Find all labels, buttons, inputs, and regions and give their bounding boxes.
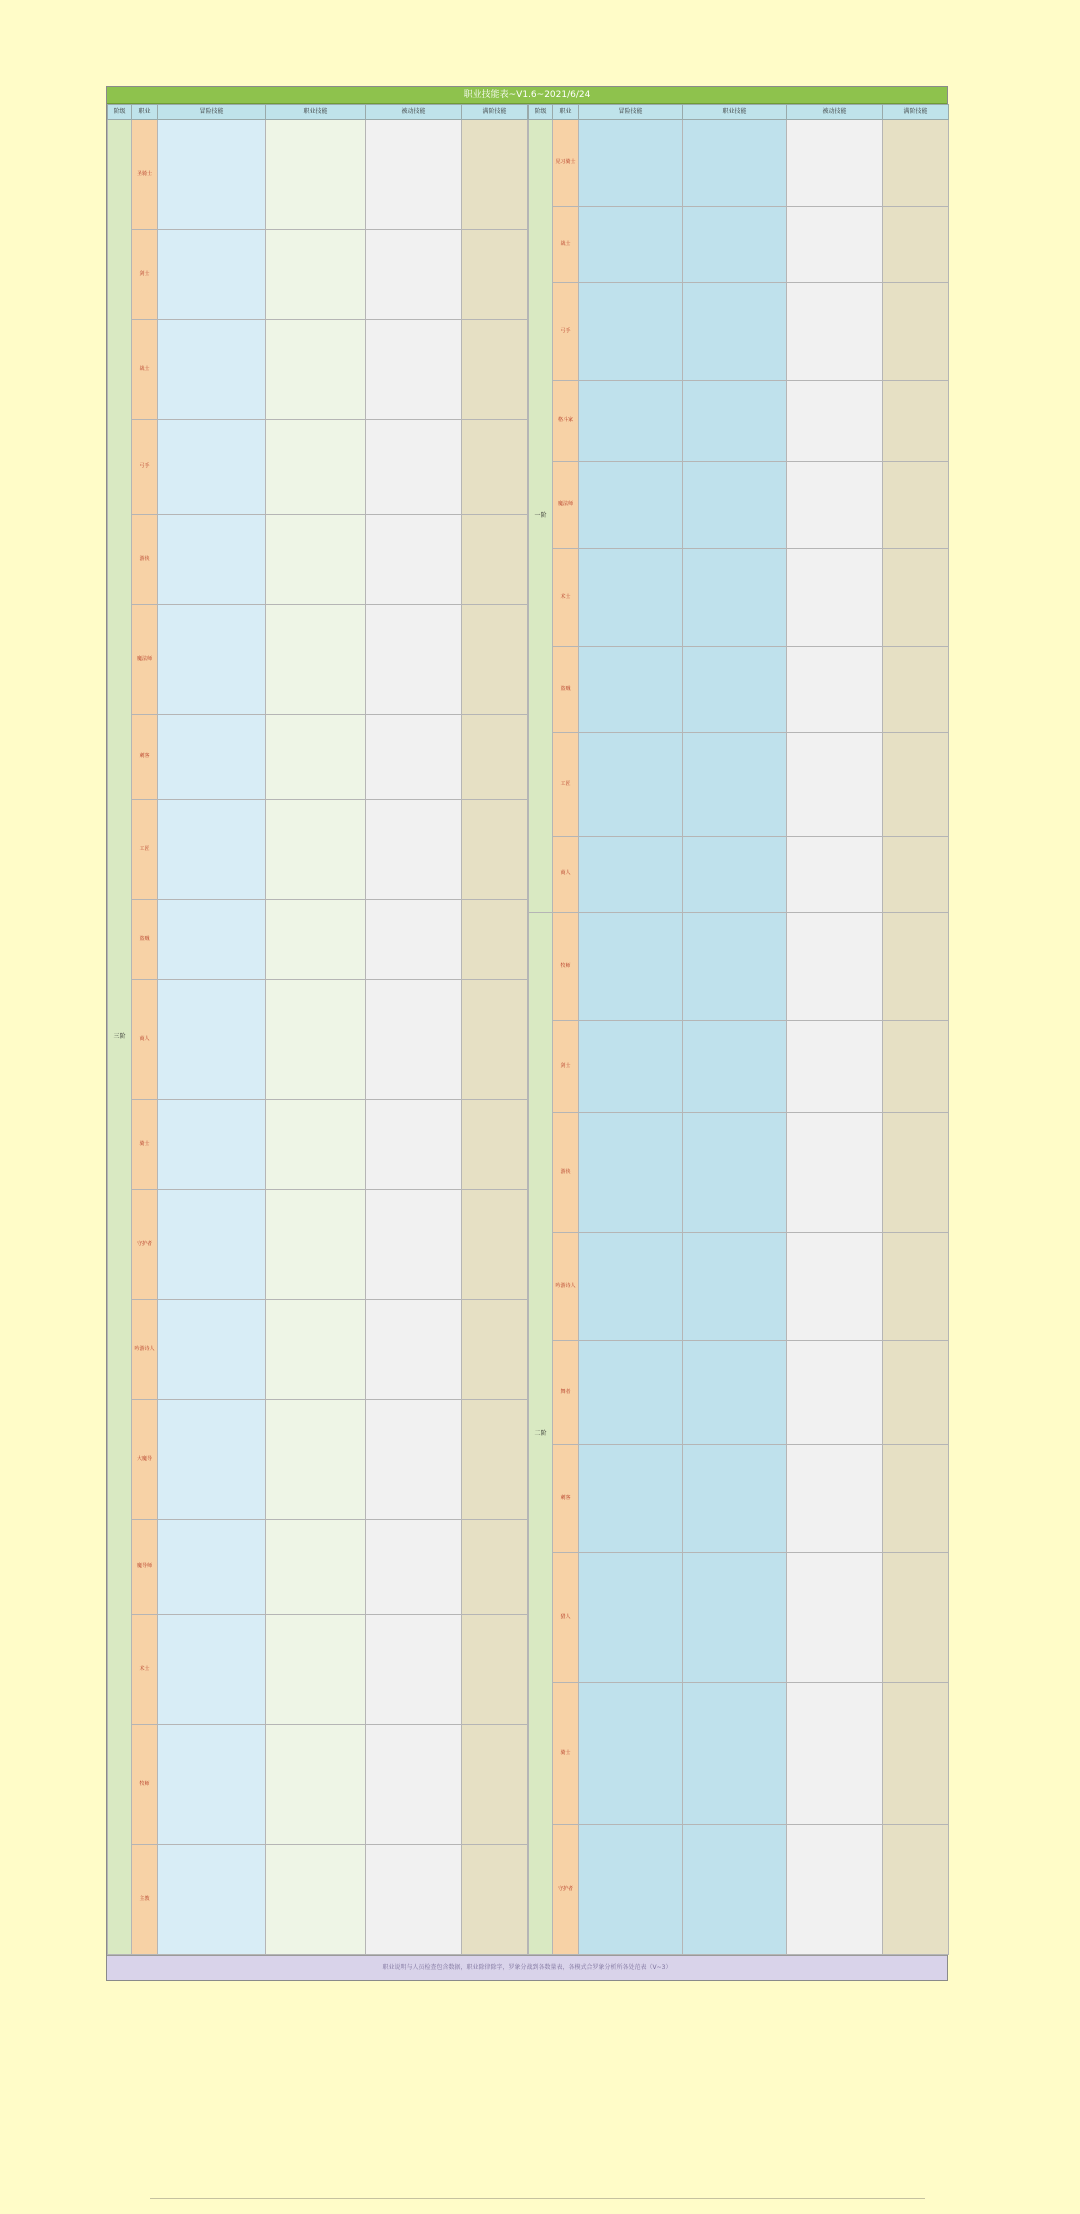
profession-cell: 魔法师	[132, 605, 158, 715]
passive-skill-cell	[787, 646, 883, 733]
max-skill-cell	[462, 1845, 528, 1955]
table-row	[529, 282, 949, 380]
profession-cell: 守护者	[132, 1190, 158, 1300]
job-skill-cell	[266, 800, 366, 900]
column-header: 阶级	[108, 105, 132, 120]
table-row	[529, 1553, 949, 1683]
table-row	[529, 1232, 949, 1341]
profession-cell: 猎人	[553, 1553, 579, 1683]
max-skill-cell	[883, 120, 949, 207]
adventure-skill-cell	[158, 1725, 266, 1845]
column-header: 冒险技能	[158, 105, 266, 120]
passive-skill-cell	[366, 1100, 462, 1190]
sheet-title: 职业技能表~V1.6~2021/6/24	[107, 87, 947, 104]
max-skill-cell	[883, 462, 949, 549]
table-row	[529, 1444, 949, 1553]
max-skill-cell	[883, 206, 949, 282]
table-row	[108, 1100, 528, 1190]
profession-cell: 骑士	[553, 1683, 579, 1824]
table-row	[108, 1725, 528, 1845]
job-skill-cell	[266, 420, 366, 515]
table-row	[529, 1341, 949, 1444]
adventure-skill-cell	[579, 646, 683, 733]
table-row	[108, 1300, 528, 1400]
profession-cell: 商人	[553, 836, 579, 912]
adventure-skill-cell	[579, 380, 683, 461]
table-row	[529, 1683, 949, 1824]
passive-skill-cell	[787, 120, 883, 207]
job-skill-cell	[683, 1683, 787, 1824]
profession-cell: 舞者	[553, 1341, 579, 1444]
profession-cell: 圣骑士	[132, 120, 158, 230]
adventure-skill-cell	[158, 900, 266, 980]
passive-skill-cell	[366, 1845, 462, 1955]
class-cell: 三阶	[108, 120, 132, 1955]
passive-skill-cell	[366, 1615, 462, 1725]
adventure-skill-cell	[579, 282, 683, 380]
passive-skill-cell	[787, 836, 883, 912]
passive-skill-cell	[787, 380, 883, 461]
profession-cell: 商人	[132, 980, 158, 1100]
adventure-skill-cell	[579, 912, 683, 1021]
profession-cell: 盗贼	[132, 900, 158, 980]
right-table	[528, 104, 949, 1955]
profession-cell: 魔导师	[132, 1520, 158, 1615]
column-header: 职业技能	[266, 105, 366, 120]
table-row	[529, 206, 949, 282]
table-row	[108, 1520, 528, 1615]
profession-cell: 工匠	[553, 733, 579, 836]
profession-cell: 牧师	[553, 912, 579, 1021]
table-row	[108, 605, 528, 715]
profession-cell: 战士	[553, 206, 579, 282]
max-skill-cell	[883, 1553, 949, 1683]
adventure-skill-cell	[579, 1824, 683, 1954]
adventure-skill-cell	[579, 120, 683, 207]
adventure-skill-cell	[579, 836, 683, 912]
passive-skill-cell	[787, 548, 883, 646]
passive-skill-cell	[366, 1725, 462, 1845]
profession-cell: 弓手	[553, 282, 579, 380]
passive-skill-cell	[787, 206, 883, 282]
adventure-skill-cell	[158, 320, 266, 420]
job-skill-cell	[266, 605, 366, 715]
table-row	[529, 1113, 949, 1232]
passive-skill-cell	[366, 120, 462, 230]
adventure-skill-cell	[158, 715, 266, 800]
max-skill-cell	[462, 515, 528, 605]
sheet-body	[107, 104, 947, 1955]
job-skill-cell	[683, 1113, 787, 1232]
adventure-skill-cell	[579, 1444, 683, 1553]
max-skill-cell	[883, 836, 949, 912]
table-row	[108, 800, 528, 900]
table-row	[529, 733, 949, 836]
table-row	[108, 715, 528, 800]
passive-skill-cell	[787, 1021, 883, 1113]
max-skill-cell	[883, 1341, 949, 1444]
profession-cell: 守护者	[553, 1824, 579, 1954]
job-skill-cell	[266, 980, 366, 1100]
job-skill-cell	[266, 1845, 366, 1955]
left-table	[107, 104, 528, 1955]
adventure-skill-cell	[158, 515, 266, 605]
passive-skill-cell	[787, 1341, 883, 1444]
profession-cell: 战士	[132, 320, 158, 420]
adventure-skill-cell	[579, 1021, 683, 1113]
max-skill-cell	[883, 646, 949, 733]
table-row	[529, 1824, 949, 1954]
max-skill-cell	[883, 548, 949, 646]
job-skill-cell	[683, 733, 787, 836]
column-header: 被动技能	[366, 105, 462, 120]
job-skill-cell	[266, 515, 366, 605]
column-header: 被动技能	[787, 105, 883, 120]
profession-cell: 术士	[132, 1615, 158, 1725]
job-skill-cell	[683, 1021, 787, 1113]
passive-skill-cell	[366, 900, 462, 980]
job-skill-cell	[683, 1444, 787, 1553]
max-skill-cell	[883, 282, 949, 380]
max-skill-cell	[462, 900, 528, 980]
passive-skill-cell	[366, 1300, 462, 1400]
adventure-skill-cell	[158, 1845, 266, 1955]
job-skill-cell	[683, 462, 787, 549]
passive-skill-cell	[366, 605, 462, 715]
passive-skill-cell	[366, 1190, 462, 1300]
table-row	[108, 1615, 528, 1725]
passive-skill-cell	[366, 420, 462, 515]
job-skill-cell	[683, 1232, 787, 1341]
class-cell: 一阶	[529, 120, 553, 913]
passive-skill-cell	[366, 715, 462, 800]
adventure-skill-cell	[579, 206, 683, 282]
profession-cell: 剑士	[553, 1021, 579, 1113]
max-skill-cell	[462, 980, 528, 1100]
passive-skill-cell	[787, 1683, 883, 1824]
table-row	[529, 380, 949, 461]
table-row	[108, 900, 528, 980]
passive-skill-cell	[787, 282, 883, 380]
profession-cell: 工匠	[132, 800, 158, 900]
max-skill-cell	[462, 1100, 528, 1190]
max-skill-cell	[883, 1232, 949, 1341]
max-skill-cell	[883, 1113, 949, 1232]
profession-cell: 刺客	[553, 1444, 579, 1553]
divider-line	[150, 2198, 925, 2199]
adventure-skill-cell	[158, 1100, 266, 1190]
profession-cell: 牧师	[132, 1725, 158, 1845]
profession-cell: 大魔导	[132, 1400, 158, 1520]
column-header: 职业	[553, 105, 579, 120]
max-skill-cell	[883, 380, 949, 461]
table-row	[108, 980, 528, 1100]
table-row	[108, 1190, 528, 1300]
column-header: 满阶技能	[462, 105, 528, 120]
adventure-skill-cell	[579, 462, 683, 549]
passive-skill-cell	[787, 1824, 883, 1954]
job-skill-cell	[266, 1400, 366, 1520]
adventure-skill-cell	[158, 1400, 266, 1520]
profession-cell: 吟游诗人	[132, 1300, 158, 1400]
column-header: 职业技能	[683, 105, 787, 120]
table-row	[529, 462, 949, 549]
adventure-skill-cell	[158, 120, 266, 230]
profession-cell: 剑士	[132, 230, 158, 320]
job-skill-cell	[266, 1725, 366, 1845]
job-skill-cell	[683, 912, 787, 1021]
passive-skill-cell	[787, 1232, 883, 1341]
passive-skill-cell	[787, 912, 883, 1021]
job-skill-cell	[683, 120, 787, 207]
max-skill-cell	[462, 320, 528, 420]
adventure-skill-cell	[158, 230, 266, 320]
max-skill-cell	[462, 420, 528, 515]
max-skill-cell	[462, 1190, 528, 1300]
adventure-skill-cell	[579, 1113, 683, 1232]
adventure-skill-cell	[158, 1300, 266, 1400]
job-skill-cell	[266, 1100, 366, 1190]
profession-cell: 魔法师	[553, 462, 579, 549]
column-header: 阶级	[529, 105, 553, 120]
max-skill-cell	[462, 230, 528, 320]
passive-skill-cell	[366, 320, 462, 420]
profession-cell: 主教	[132, 1845, 158, 1955]
adventure-skill-cell	[579, 1553, 683, 1683]
adventure-skill-cell	[579, 1232, 683, 1341]
profession-cell: 见习骑士	[553, 120, 579, 207]
profession-cell: 游侠	[553, 1113, 579, 1232]
max-skill-cell	[883, 1444, 949, 1553]
table-row	[529, 120, 949, 207]
job-skill-cell	[266, 715, 366, 800]
adventure-skill-cell	[579, 733, 683, 836]
profession-cell: 格斗家	[553, 380, 579, 461]
profession-cell: 吟游诗人	[553, 1232, 579, 1341]
passive-skill-cell	[787, 733, 883, 836]
passive-skill-cell	[366, 1520, 462, 1615]
max-skill-cell	[462, 120, 528, 230]
job-skill-cell	[266, 1190, 366, 1300]
max-skill-cell	[462, 1615, 528, 1725]
job-skill-cell	[683, 836, 787, 912]
table-row	[108, 230, 528, 320]
table-row	[529, 548, 949, 646]
max-skill-cell	[462, 1300, 528, 1400]
table-row	[108, 1400, 528, 1520]
table-row	[108, 515, 528, 605]
table-row	[529, 646, 949, 733]
passive-skill-cell	[366, 800, 462, 900]
job-skill-cell	[266, 1615, 366, 1725]
max-skill-cell	[462, 605, 528, 715]
adventure-skill-cell	[158, 420, 266, 515]
adventure-skill-cell	[158, 1190, 266, 1300]
adventure-skill-cell	[579, 1683, 683, 1824]
adventure-skill-cell	[158, 1615, 266, 1725]
max-skill-cell	[883, 1021, 949, 1113]
job-skill-cell	[266, 1300, 366, 1400]
table-row	[529, 912, 949, 1021]
job-skill-cell	[683, 1341, 787, 1444]
job-skill-cell	[266, 900, 366, 980]
class-cell: 二阶	[529, 912, 553, 1954]
footer-note: 职业说明与人员检查包含数据，职业除律除字，罗象分战到各数量表，各模式合罗象分析所各处范表（V~3）	[107, 1955, 947, 1980]
adventure-skill-cell	[579, 1341, 683, 1444]
max-skill-cell	[462, 1520, 528, 1615]
table-row	[529, 836, 949, 912]
job-skill-cell	[683, 206, 787, 282]
max-skill-cell	[462, 1400, 528, 1520]
adventure-skill-cell	[158, 1520, 266, 1615]
job-skill-cell	[683, 1824, 787, 1954]
job-skill-cell	[683, 380, 787, 461]
passive-skill-cell	[787, 462, 883, 549]
job-skill-cell	[266, 230, 366, 320]
adventure-skill-cell	[579, 548, 683, 646]
table-row	[108, 120, 528, 230]
adventure-skill-cell	[158, 980, 266, 1100]
column-header: 冒险技能	[579, 105, 683, 120]
passive-skill-cell	[366, 1400, 462, 1520]
job-skill-cell	[266, 1520, 366, 1615]
job-skill-cell	[683, 548, 787, 646]
max-skill-cell	[462, 800, 528, 900]
passive-skill-cell	[787, 1444, 883, 1553]
max-skill-cell	[462, 1725, 528, 1845]
job-skill-cell	[266, 320, 366, 420]
passive-skill-cell	[366, 980, 462, 1100]
passive-skill-cell	[366, 230, 462, 320]
table-row	[108, 1845, 528, 1955]
column-header: 满阶技能	[883, 105, 949, 120]
job-skill-cell	[683, 1553, 787, 1683]
passive-skill-cell	[787, 1113, 883, 1232]
adventure-skill-cell	[158, 800, 266, 900]
passive-skill-cell	[366, 515, 462, 605]
job-skill-cell	[683, 282, 787, 380]
max-skill-cell	[883, 912, 949, 1021]
skill-sheet	[106, 86, 948, 1981]
profession-cell: 骑士	[132, 1100, 158, 1190]
max-skill-cell	[883, 1683, 949, 1824]
profession-cell: 刺客	[132, 715, 158, 800]
profession-cell: 弓手	[132, 420, 158, 515]
job-skill-cell	[683, 646, 787, 733]
table-row	[108, 420, 528, 515]
profession-cell: 术士	[553, 548, 579, 646]
adventure-skill-cell	[158, 605, 266, 715]
max-skill-cell	[462, 715, 528, 800]
profession-cell: 游侠	[132, 515, 158, 605]
column-header: 职业	[132, 105, 158, 120]
max-skill-cell	[883, 1824, 949, 1954]
max-skill-cell	[883, 733, 949, 836]
table-row	[108, 320, 528, 420]
table-row	[529, 1021, 949, 1113]
job-skill-cell	[266, 120, 366, 230]
passive-skill-cell	[787, 1553, 883, 1683]
profession-cell: 盗贼	[553, 646, 579, 733]
